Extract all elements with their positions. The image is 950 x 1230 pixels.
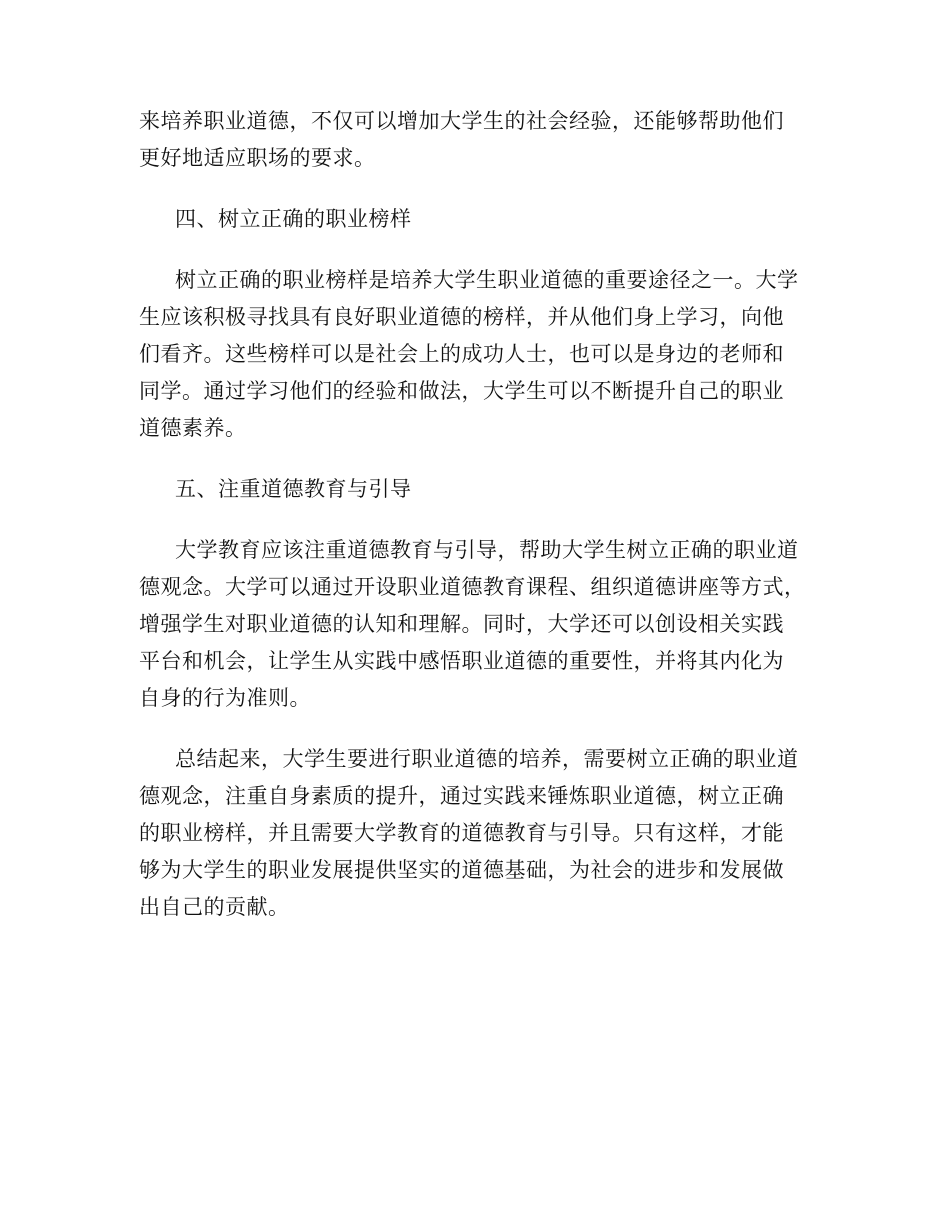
document-body — [139, 103, 839, 950]
text-line: 道德素养。 — [139, 416, 247, 440]
section-heading-5 — [139, 471, 839, 508]
text-line: 同学。通过学习他们的经验和做法，大学生可以不断提升自己的职业 — [139, 379, 784, 403]
text-line: 德观念，注重自身素质的提升，通过实践来锤炼职业道德，树立正确 — [139, 784, 784, 808]
paragraph-conclusion — [139, 741, 839, 926]
heading-line: 五、注重道德教育与引导 — [175, 477, 412, 501]
text-line: 增强学生对职业道德的认知和理解。同时，大学还可以创设相关实践 — [139, 612, 784, 636]
paragraph-continued — [139, 103, 839, 177]
text-line: 自身的行为准则。 — [139, 686, 311, 710]
text-line: 德观念。大学可以通过开设职业道德教育课程、组织道德讲座等方式， — [139, 575, 806, 599]
text-line: 出自己的贡献。 — [139, 895, 290, 919]
heading-line: 四、树立正确的职业榜样 — [175, 207, 412, 231]
text-line: 来培养职业道德，不仅可以增加大学生的社会经验，还能够帮助他们 — [139, 109, 784, 133]
section-heading-4 — [139, 201, 839, 238]
text-line: 够为大学生的职业发展提供坚实的道德基础，为社会的进步和发展做 — [139, 858, 784, 882]
text-line: 树立正确的职业榜样是培养大学生职业道德的重要途径之一。大学 — [175, 268, 799, 292]
paragraph-role-models — [139, 262, 839, 447]
text-line: 平台和机会，让学生从实践中感悟职业道德的重要性，并将其内化为 — [139, 649, 784, 673]
text-line: 生应该积极寻找具有良好职业道德的榜样，并从他们身上学习，向他 — [139, 305, 784, 329]
text-line: 的职业榜样，并且需要大学教育的道德教育与引导。只有这样，才能 — [139, 821, 784, 845]
paragraph-moral-education — [139, 532, 839, 717]
text-line: 大学教育应该注重道德教育与引导，帮助大学生树立正确的职业道 — [175, 538, 799, 562]
text-line: 总结起来，大学生要进行职业道德的培养，需要树立正确的职业道 — [175, 747, 799, 771]
text-line: 们看齐。这些榜样可以是社会上的成功人士，也可以是身边的老师和 — [139, 342, 784, 366]
text-line: 更好地适应职场的要求。 — [139, 146, 376, 170]
